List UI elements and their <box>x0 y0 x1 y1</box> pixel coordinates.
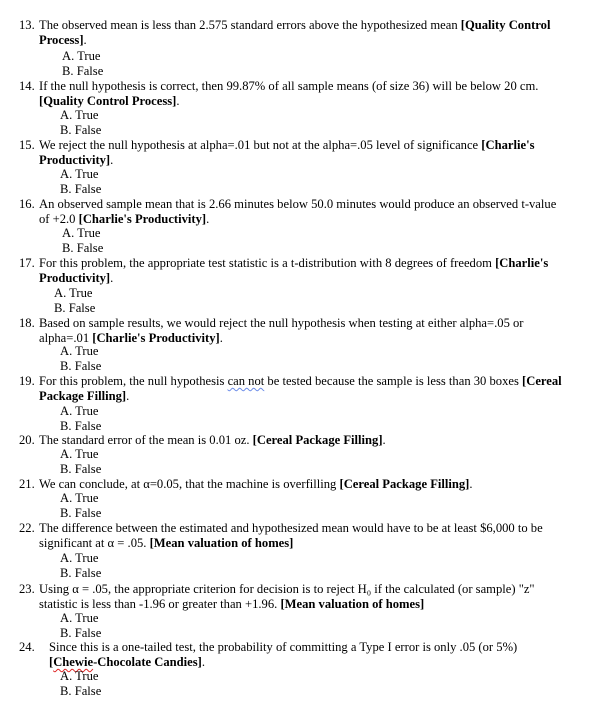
question-text: Since this is a one-tailed test, the probability of committing a Type I error is only .05 (or 5%) [Chewie-Chocolate Candies]. <box>49 640 518 669</box>
question-number: 20. <box>19 433 35 447</box>
question-text: We can conclude, at α=0.05, that the machine is overfilling [Cereal Package Filling]. <box>39 477 473 491</box>
question-text: The standard error of the mean is 0.01 oz. [Cereal Package Filling]. <box>39 433 386 447</box>
question-text: For this problem, the null hypothesis can not be tested because the sample is less than 30 boxes [Cereal Package Filling]. <box>39 374 562 403</box>
option-a[interactable]: A. True <box>60 491 99 505</box>
option-b[interactable]: B. False <box>60 123 102 137</box>
question-number: 16. <box>19 197 35 211</box>
question-text: An observed sample mean that is 2.66 minutes below 50.0 minutes would produce an observed t-value of +2.0 [Charlie's Productivity]. <box>39 197 557 226</box>
option-a[interactable]: A. True <box>60 167 99 181</box>
option-b[interactable]: B. False <box>60 182 102 196</box>
option-a[interactable]: A. True <box>60 344 99 358</box>
spelling-flagged-text: Chewie <box>53 654 94 669</box>
question-text: If the null hypothesis is correct, then 99.87% of all sample means (of size 36) will be below 20 cm. [Quality Control Process]. <box>39 79 539 108</box>
option-a[interactable]: A. True <box>60 447 99 461</box>
option-a[interactable]: A. True <box>60 108 99 122</box>
question-number: 22. <box>19 521 35 535</box>
option-b[interactable]: B. False <box>60 462 102 476</box>
question-text: Using α = .05, the appropriate criterion for decision is to reject H₀ if the calculated (or sample) "z" statistic is less than -1.96 or greater than +1.96. [Mean valuation of homes] <box>39 582 535 611</box>
question-number: 21. <box>19 477 35 491</box>
option-b[interactable]: B. False <box>62 241 104 255</box>
question-number: 14. <box>19 79 35 93</box>
option-a[interactable]: A. True <box>62 49 101 63</box>
option-a[interactable]: A. True <box>60 611 99 625</box>
question-number: 15. <box>19 138 35 152</box>
option-b[interactable]: B. False <box>60 626 102 640</box>
option-a[interactable]: A. True <box>60 551 99 565</box>
option-b[interactable]: B. False <box>60 684 102 698</box>
question-text: Based on sample results, we would reject the null hypothesis when testing at either alpha=.05 or alpha=.01 [Charlie's Productivity]. <box>39 316 524 345</box>
option-b[interactable]: B. False <box>54 301 96 315</box>
option-a[interactable]: A. True <box>62 226 101 240</box>
question-number: 18. <box>19 316 35 330</box>
option-b[interactable]: B. False <box>60 566 102 580</box>
question-text: The observed mean is less than 2.575 standard errors above the hypothesized mean [Quality Control Process]. <box>39 18 551 47</box>
question-number: 17. <box>19 256 35 270</box>
option-b[interactable]: B. False <box>60 359 102 373</box>
grammar-flagged-text: can not <box>227 374 265 388</box>
question-number: 13. <box>19 18 35 32</box>
question-number: 24. <box>19 640 35 654</box>
option-a[interactable]: A. True <box>60 669 99 683</box>
question-text: We reject the null hypothesis at alpha=.01 but not at the alpha=.05 level of significance [Charlie's Productivity]. <box>39 138 535 167</box>
question-number: 23. <box>19 582 35 596</box>
option-b[interactable]: B. False <box>60 419 102 433</box>
question-text: The difference between the estimated and hypothesized mean would have to be at least $6,000 to be significant at α = .05. [Mean valuation of homes] <box>39 521 543 550</box>
option-b[interactable]: B. False <box>62 64 104 78</box>
question-text: For this problem, the appropriate test statistic is a t-distribution with 8 degrees of freedom [Charlie's Productivity]. <box>39 256 549 285</box>
option-a[interactable]: A. True <box>60 404 99 418</box>
option-b[interactable]: B. False <box>60 506 102 520</box>
option-a[interactable]: A. True <box>54 286 93 300</box>
question-number: 19. <box>19 374 35 388</box>
